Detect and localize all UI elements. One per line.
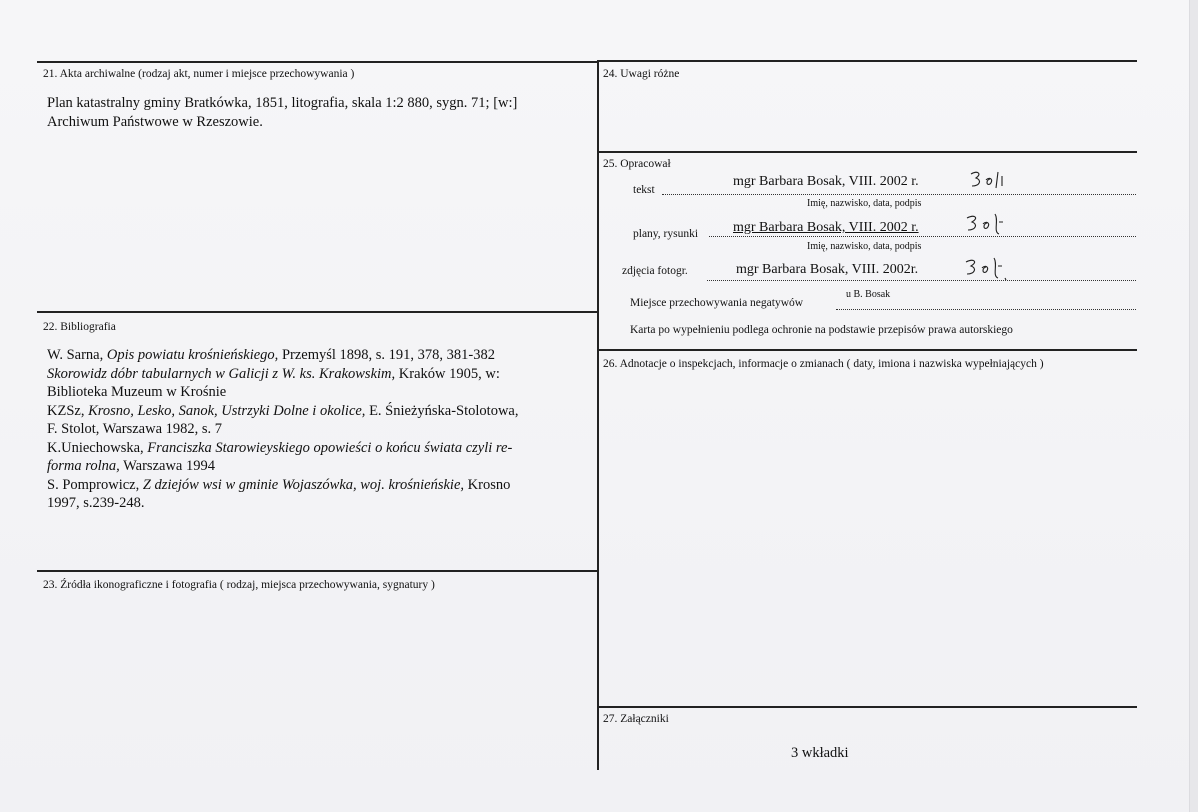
bibliography-text: KZSz, [47,402,89,419]
bibliography-line [47,420,518,439]
plany-value: mgr Barbara Bosak, VIII. 2002 r. [733,220,919,235]
section-21-line: Archiwum Państwowe w Rzeszowie. [47,113,263,130]
bibliography-line [47,383,518,402]
signature-icon [962,252,1012,282]
bibliography-text: Przemyśl 1898, s. 191, 378, 381-382 [278,347,495,363]
top-rule-left [37,61,598,63]
rule-26-27 [598,706,1137,708]
tekst-label: tekst [633,184,655,196]
tekst-field-line [662,194,1136,195]
bibliography-title: Opis powiatu krośnieńskiego, [106,347,279,363]
bibliography-text: 1997, s.239-248. [47,495,145,511]
section-21-line: Plan katastralny gminy Bratkówka, 1851, litografia, skala 1:2 880, sygn. 71; [w:] [47,95,518,111]
bibliography-line [47,365,518,384]
bibliography-text: Krosno [464,476,511,493]
bibliography-line [47,402,518,421]
bibliography-text: F. Stolot, Warszawa 1982, s. 7 [47,421,223,437]
bibliography-title: Krosno, Lesko, Sanok, Ustrzyki Dolne i okolice, [88,402,366,419]
rule-25-26 [598,349,1137,351]
signature-icon [968,168,1018,192]
bibliography-title: Z dziejów wsi w gminie Wojaszówka, woj. krośnieńskie, [142,476,465,493]
bibliography-text: Warszawa 1994 [119,458,215,474]
bibliography-text: S. Pomprowicz, [47,476,143,493]
top-rule-right [598,60,1137,62]
bibliography-line [47,346,518,365]
plany-field-line [709,236,1136,237]
bibliography-line [47,476,518,495]
rule-24-25 [598,151,1137,153]
bibliography-text: K.Uniechowska, [47,439,148,456]
sheet-edge [1189,0,1198,812]
tekst-value: mgr Barbara Bosak, VIII. 2002 r. [733,174,919,189]
negatyw-field-line [836,309,1136,310]
bibliography-line [47,494,518,513]
section-21-content [47,94,517,131]
section-22-header: 22. Bibliografia [43,321,116,333]
signature-icon [963,210,1013,238]
attachments-value: 3 wkładki [791,745,849,761]
section-21-header: 21. Akta archiwalne (rodzaj akt, numer i miejsce przechowywania ) [43,68,355,80]
bibliography-text: E. Śnieżyńska-Stolotowa, [365,402,519,419]
zdjecia-field-line [707,280,1136,281]
rule-21-22 [37,311,598,313]
bibliography-text: Kraków 1905, w: [395,365,500,382]
section-26-header: 26. Adnotacje o inspekcjach, informacje o zmianach ( daty, imiona i nazwiska wypełniających ) [603,358,1044,370]
bibliography-list [47,346,518,513]
bibliography-line [47,457,518,476]
negatyw-label: Miejsce przechowywania negatywów [630,297,804,309]
plany-label: plany, rysunki [633,228,699,240]
bibliography-title: Skorowidz dóbr tabularnych w Galicji z W. ks. Krakowskim, [47,365,396,382]
rule-22-23 [37,570,598,572]
copyright-note: Karta po wypełnieniu podlega ochronie na podstawie przepisów prawa autorskiego [630,324,1013,336]
bibliography-line [47,439,518,458]
bibliography-title: Franciszka Starowieyskiego opowieści o końcu świata czyli re- [147,439,513,456]
bibliography-text: W. Sarna, [47,347,107,363]
center-divider [597,60,599,770]
tekst-caption: Imię, nazwisko, data, podpis [807,198,922,209]
bibliography-title: forma rolna, [47,458,120,474]
section-24-header: 24. Uwagi różne [603,68,680,80]
negatyw-value: u B. Bosak [846,289,891,300]
zdjecia-label: zdjęcia fotogr. [622,265,688,277]
zdjecia-value: mgr Barbara Bosak, VIII. 2002r. [736,262,919,277]
section-25-header: 25. Opracował [603,158,671,170]
section-23-header: 23. Źródła ikonograficzne i fotografia ( rodzaj, miejsca przechowywania, sygnatury ) [43,579,435,591]
bibliography-text: Biblioteka Muzeum w Krośnie [47,384,227,400]
section-27-header: 27. Załączniki [603,713,669,725]
plany-caption: Imię, nazwisko, data, podpis [807,241,922,252]
